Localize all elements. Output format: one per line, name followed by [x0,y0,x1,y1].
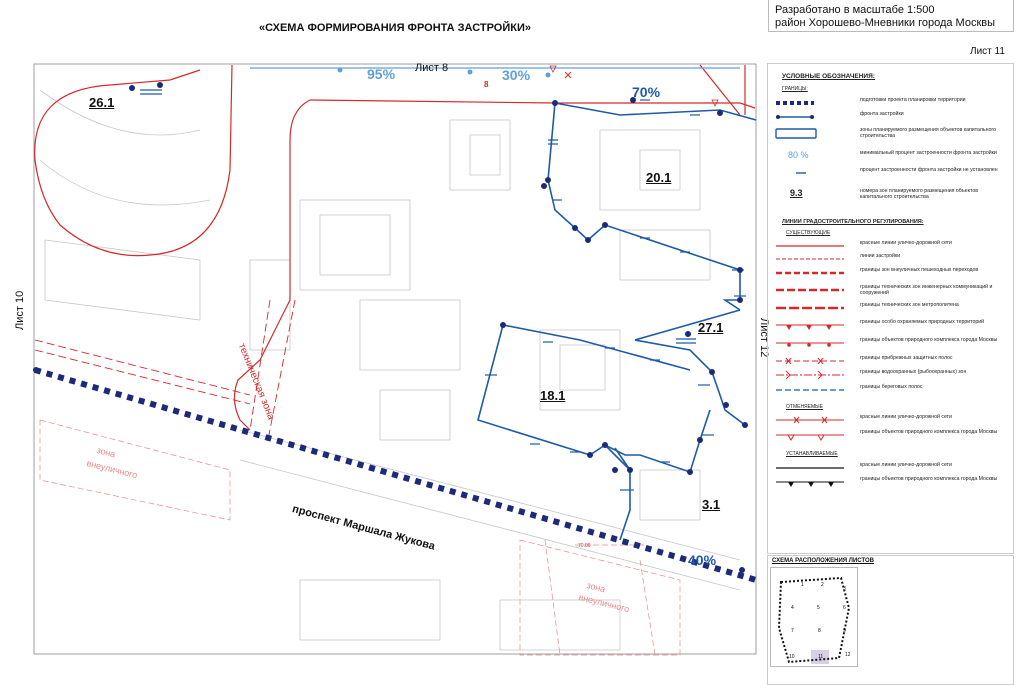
scheme-title: СХЕМА РАСПОЛОЖЕНИЯ ЛИСТОВ [772,558,874,564]
legend-row-water [768,369,1013,381]
protected-symbol [774,319,856,331]
zone-20-1: 20.1 [646,170,672,185]
zone-word-1: зона [95,445,117,460]
percent-70: 70% [632,84,661,100]
legend-row-red [768,240,1013,252]
legend-row-cancel-nature [768,429,1013,441]
legend-row-building [768,253,1013,265]
legend-row-front [768,111,1013,123]
legend-row-metro [768,302,1013,314]
zone-18-1: 18.1 [540,388,566,403]
coastal-symbol [774,355,856,367]
dimension-label-2: 70.00 [578,543,591,549]
cancel-red-symbol [774,414,856,426]
legend-text: границы технических зон инженерных коммуникаций и сооружений [860,284,993,296]
legend-row-est-red [768,462,1013,474]
red-line-symbol [774,240,856,252]
legend-text: фронта застройки [860,111,904,117]
base-map-buildings [40,90,740,650]
legend-text: границы прибрежных защитных полос [860,355,953,361]
nature-symbol [774,337,856,349]
scheme-cell-6: 6 [843,605,846,611]
front-line-symbol [774,111,856,123]
legend-row-cancel-red [768,414,1013,426]
project-boundary-symbol [774,97,856,109]
legend-row-shore [768,384,1013,396]
legend-row-no-percent [768,167,1013,179]
legend-row-zones [768,127,1013,139]
legend-text: границы технических зон метрополитена [860,302,959,308]
legend-row-zone-num [768,188,1013,200]
legend-boundaries-head: ГРАНИЦЫ: [782,86,808,92]
metro-symbol [774,302,856,314]
vneul-word-2: внеуличного [577,592,631,615]
scheme-cell-1: 1 [801,582,804,588]
legend-row-percent [768,150,1013,162]
scheme-cell-10: 10 [789,654,795,660]
legend-text: процент застроенности фронта застройки не установлен [860,167,998,173]
water-symbol [774,369,856,381]
legend-text: границы объектов природного комплекса города Москвы [860,476,998,482]
scheme-cell-9: 9 [843,628,846,634]
zone-symbol [774,127,856,139]
legend-row-project [768,97,1013,109]
percent-95: 95% [367,66,396,82]
percent-30: 30% [502,67,531,83]
legend-text: границы зон внеуличных пешеходных переходов [860,267,979,273]
legend-row-coastal [768,355,1013,367]
sheet-ref-top: Лист 8 [415,62,449,74]
legend-text: границы объектов природного комплекса города Москвы [860,429,998,435]
scheme-cell-11: 11 [818,654,824,660]
existing-head: СУЩЕСТВУЮЩИЕ [786,230,831,236]
legend-text: границы водоохранных (рыбоохранных) зон [860,369,967,375]
tech-zone-symbol [774,284,856,296]
legend-panel [767,63,1014,554]
street-name: проспект Маршала Жукова [290,503,437,553]
established-head: УСТАНАВЛИВАЕМЫЕ [786,451,838,457]
sheet-ref-right: Лист 12 [758,318,770,358]
est-nature-symbol [774,476,856,488]
percent-40: 40% [688,552,717,568]
legend-row-crossing [768,267,1013,279]
legend-text: подготовки проекта планировки территории [860,97,966,103]
legend-text: красные линии улично-дорожной сети [860,462,952,468]
zone-num-sample: 9.3 [790,188,803,198]
legend-text: красные линии улично-дорожной сети [860,414,952,420]
zone-3-1: 3.1 [702,497,721,512]
building-line-symbol [774,253,856,265]
red-lines [35,65,755,430]
zone-27-1: 27.1 [698,320,724,335]
scheme-cell-7: 7 [791,628,794,634]
scheme-cell-12: 12 [845,652,851,658]
legend-title: УСЛОВНЫЕ ОБОЗНАЧЕНИЯ: [782,73,875,80]
legend-text: границы особо охраняемых природных территорий [860,319,985,325]
scheme-cell-5: 5 [817,605,820,611]
zone-26-1: 26.1 [89,95,115,110]
percent-sample: 80 % [788,150,809,160]
legend-text: линии застройки [860,253,901,259]
cancelled-head: ОТМЕНЯЕМЫЕ [786,404,823,410]
scheme-cell-2: 2 [821,582,824,588]
dimension-label: 8 [484,80,489,89]
no-percent-symbol [774,167,856,179]
crossing-symbol [774,267,856,279]
legend-row-protected [768,319,1013,331]
cancel-nature-symbol [774,429,856,441]
scale-note: Разработано в масштабе 1:500 [775,4,935,16]
legend-row-tech [768,284,1013,296]
legend-row-est-nature [768,476,1013,488]
regulation-head: ЛИНИИ ГРАДОСТРОИТЕЛЬНОГО РЕГУЛИРОВАНИЯ: [782,219,924,225]
sheet-ref-left: Лист 10 [14,290,26,330]
sheet-scheme [770,567,858,667]
legend-text: минимальный процент застроенности фронта застройки [860,150,997,156]
legend-text: границы объектов природного комплекса города Москвы [860,337,998,343]
scheme-cell-8: 8 [818,628,821,634]
legend-text: красные линии улично-дорожной сети [860,240,952,246]
page-title: «СХЕМА ФОРМИРОВАНИЯ ФРОНТА ЗАСТРОЙКИ» [258,22,532,34]
legend-text: зоны планируемого размещения объектов капитального строительства [860,127,997,139]
vneul-word-1: внеуличного [85,458,139,481]
sheet-number: Лист 11 [970,46,1005,57]
pink-zone-lines [40,420,680,655]
district-note: район Хорошево-Мневники города Москвы [775,17,996,29]
legend-text: номера зон планируемого размещения объектов капитального строительства [860,188,978,200]
legend-text: границы береговых полос [860,384,923,390]
legend-row-nature [768,337,1013,349]
project-boundary [35,370,756,580]
tech-zone-label: техническая зона [235,342,277,422]
shore-symbol [774,384,856,396]
est-red-symbol [774,462,856,474]
zone-word-2: зона [585,580,607,595]
scheme-cell-3: 3 [843,586,846,592]
scheme-cell-4: 4 [791,605,794,611]
